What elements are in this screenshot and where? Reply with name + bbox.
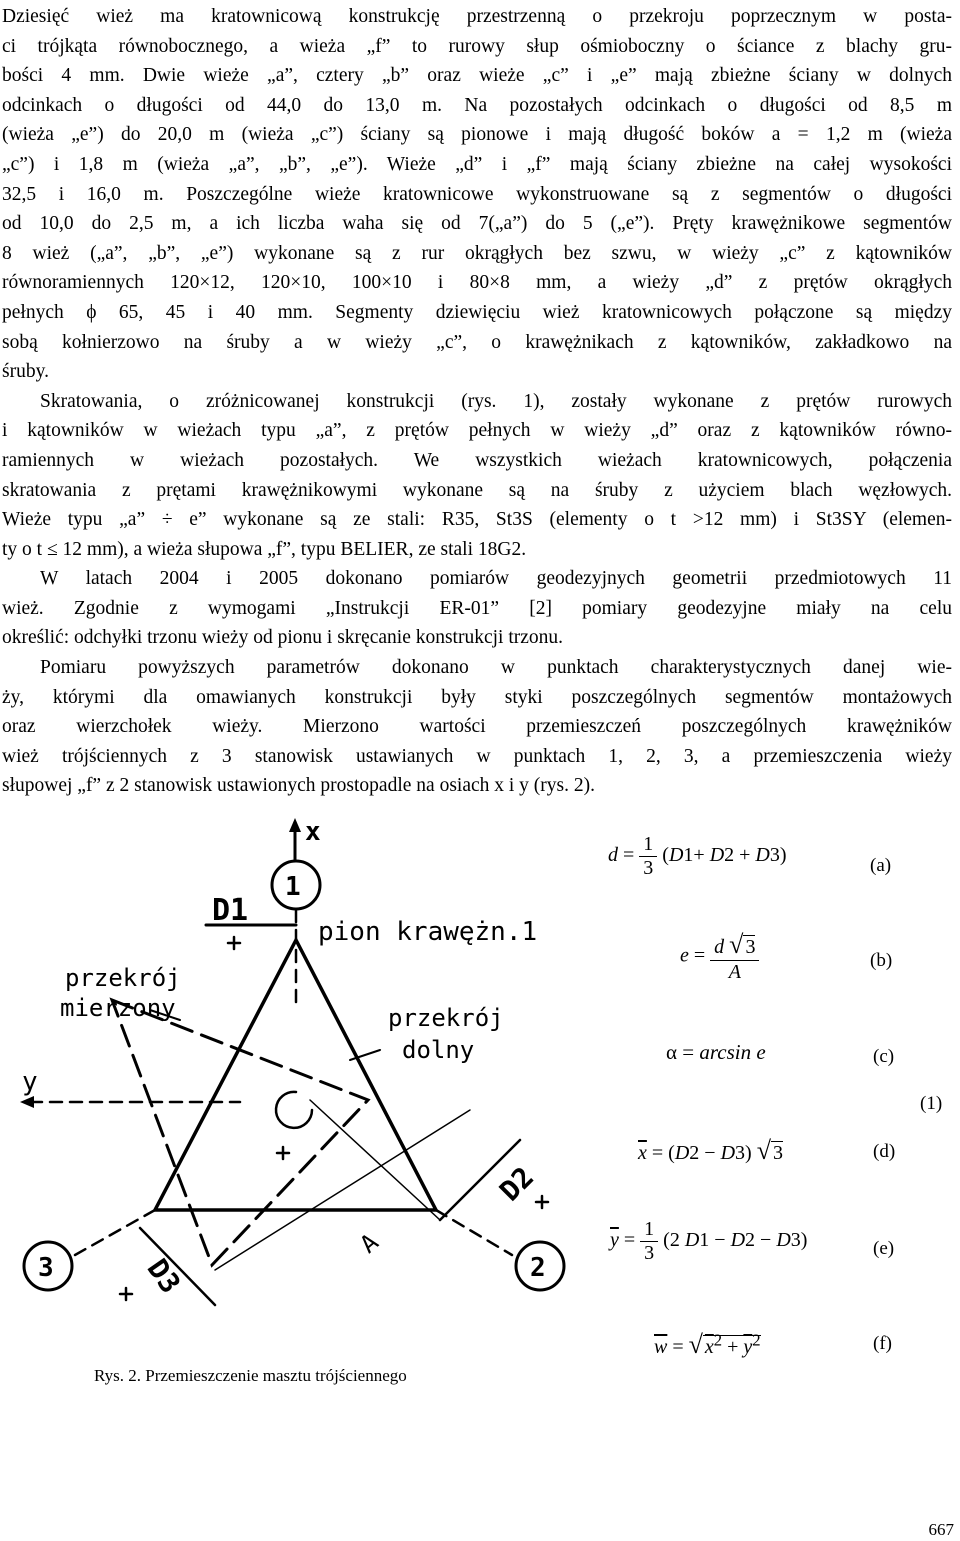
text-line: odcinkach o długości od 44,0 do 13,0 m. Na pozostałych odcinkach o długości od 8,5 m (2, 94, 952, 116)
equation-a-label: (a) (870, 855, 892, 876)
label-station-2: 2 (530, 1253, 546, 1283)
x-axis-arrow (289, 818, 301, 832)
text-line: ramiennych w wieżach pozostałych. We wszystkich wieżach kratownicowych, połączenia (2, 449, 952, 471)
text-line: równoramiennych 120×12, 120×10, 100×10 i 80×8 mm, a wieży „d” z prętów okrągłych (2, 272, 952, 294)
text-line: wież. Zgodnie z wymogami „Instrukcji ER-01” [2] pomiary geodezyjne miały na celu (2, 597, 952, 619)
label-measured-2: mierzony (60, 994, 176, 1022)
equation-e-label: (e) (873, 1238, 895, 1259)
label-lower-1: przekrój (388, 1004, 504, 1032)
label-station-1: 1 (285, 872, 301, 902)
text-line: od 10,0 do 2,5 m, a ich liczba waha się od 7(„a”) do 5 („e”). Pręty krawężnikowe segmentów (2, 213, 952, 235)
text-line: ty o t ≤ 12 mm), a wieża słupowa „f”, typu BELIER, ze stali 18G2. (2, 538, 527, 560)
paragraph-3 (2, 564, 952, 653)
equation-a: d = $\frac{1}{3}$ (D1+ D2 + D3) (608, 833, 787, 879)
y-axis-arrow (20, 1096, 34, 1108)
text-line: śruby. (2, 361, 49, 383)
a-dimension (215, 1110, 470, 1270)
equation-d-label: (d) (873, 1141, 896, 1162)
label-y: y (22, 1067, 38, 1097)
paragraph-2 (2, 387, 952, 565)
text-line: pełnych ϕ 65, 45 i 40 mm. Segmenty dziewięciu wież kratownicowych połączone są między (2, 301, 952, 323)
text-line: Skratowania, o zróżnicowanej konstrukcji (rys. 1), zostały wykonane z prętów rurowych (40, 390, 952, 412)
measured-section-triangle (112, 1000, 368, 1265)
rotation-arc (276, 1092, 312, 1128)
label-d2: D2 (493, 1160, 541, 1208)
equation-b: e = $\frac{d √ 3}{A}$ (680, 930, 759, 984)
label-x: x (305, 817, 321, 847)
station-2-line (436, 1210, 512, 1255)
plus-marks (120, 937, 548, 1300)
text-line: słupowej „f” z 2 stanowisk ustawionych prostopadle na osiach x i y (rys. 2). (2, 775, 595, 797)
text-line: ży, którymi dla omawianych konstrukcji były styki poszczególnych segmentów montażowych (2, 686, 952, 708)
text-line: (wieża „e”) do 20,0 m (wieża „c”) ściany są pionowe i mają długość boków a = 1,2 m (wieża (2, 124, 952, 146)
equation-f: $\overline{w}$ = √ $x^2 + \overline{y}^2$ (654, 1330, 761, 1359)
equation-b-label: (b) (870, 950, 893, 971)
label-side-a: A (354, 1227, 384, 1259)
text-line: Wieże typu „a” ÷ e” wykonane są ze stali: R35, St3S (elementy o t >12 mm) i St3SY (elemen- (2, 509, 952, 531)
text-line: skratowania z prętami krawężnikowymi wykonane są na śruby z użyciem blach węzłowych. (2, 479, 952, 501)
text-line: sobą kołnierzowo na śruby a w wieży „c”, o krawężnikach z kątowników, zakładkowo na (2, 331, 952, 353)
text-line: Pomiaru powyższych parametrów dokonano w punktach charakterystycznych danej wie- (40, 657, 952, 679)
equation-group-label: (1) (920, 1093, 943, 1114)
label-measured-1: przekrój (65, 964, 181, 992)
text-line: ci trójkąta równobocznego, a wieża „f” to rurowy słup ośmioboczny o ściance z blachy gru- (2, 35, 952, 57)
text-line: 8 wież („a”, „b”, „e”) wykonane są z rur okrągłych bez szwu, w wieży „c” z kątowników (2, 242, 952, 264)
page-number: 667 (928, 1520, 954, 1539)
text-line: wież trójściennych z 3 stanowisk ustawianych w punktach 1, 2, 3, a przemieszczenia wieży (2, 745, 952, 767)
text-line: 32,5 i 16,0 m. Poszczególne wieże kratownicowe wykonstruowane są z segmentów o długości (2, 183, 952, 205)
equation-c-label: (c) (873, 1046, 895, 1067)
paragraph-1 (2, 2, 952, 387)
label-pion: pion krawężn.1 (318, 917, 538, 947)
equation-c: α = arcsin e (666, 1040, 766, 1064)
text-line: oraz wierzchołek wieży. Mierzono wartości przemieszczeń poszczególnych krawężników (2, 716, 952, 738)
label-lower-2: dolny (402, 1036, 475, 1064)
text-line: „c”) i 1,8 m (wieża „a”, „b”, „e”). Wieże „d” i „f” mają ściany zbieżne na całej wysokości (2, 153, 952, 175)
figure-caption: Rys. 2. Przemieszczenie masztu trójściennego (94, 1366, 407, 1385)
equation-f-label: (f) (873, 1333, 892, 1354)
equation-e: $\overline{y}$ = $\frac{1}{3}$ (2 D1 − D2 − D3) (610, 1218, 808, 1264)
text-line: i kątowników w wieżach typu „a”, z prętów pełnych w wieży „d” oraz z kątowników równo- (2, 420, 952, 442)
equation-d: $\overline{x} = (D2 - D3)$ √ 3 (638, 1136, 783, 1165)
label-d3: D3 (140, 1252, 188, 1300)
label-station-3: 3 (38, 1253, 54, 1283)
label-d1: D1 (212, 893, 249, 928)
text-line: określić: odchyłki trzonu wieży od pionu i skręcanie konstrukcji trzonu. (2, 627, 564, 649)
d2-extension (310, 1100, 440, 1220)
mast-displacement-figure (0, 810, 590, 1370)
text-line: W latach 2004 i 2005 dokonano pomiarów geodezyjnych geometrii przedmiotowych 11 (40, 568, 952, 590)
paragraph-4 (2, 653, 952, 801)
text-line: Dziesięć wież ma kratownicową konstrukcję przestrzenną o przekroju poprzecznym w posta- (2, 6, 952, 27)
body-text (2, 2, 952, 801)
text-line: bości 4 mm. Dwie wieże „a”, cztery „b” oraz wieże „c” i „e” mają zbieżne ściany w dolnych (2, 65, 952, 87)
